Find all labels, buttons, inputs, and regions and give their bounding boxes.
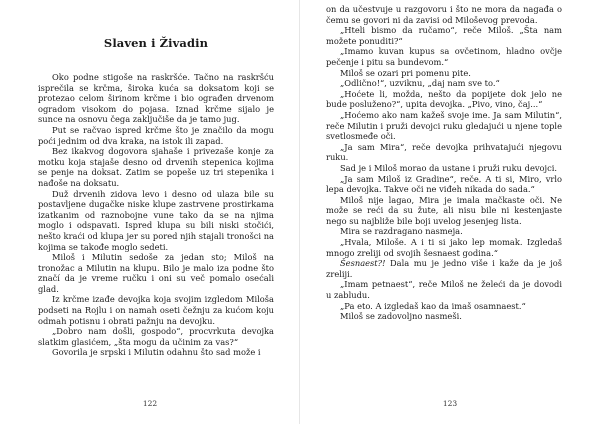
paragraph: „Hoćete li, možda, nešto da popijete dok jelo ne bude posluženo?“, upita devojka. „Pivo, vino, čaj...“ [326,88,562,110]
paragraph: „Odlično!“, uzviknu, „daj nam sve to.“ [340,78,500,89]
paragraph: „Hvala, Miloše. A i ti si jako lep momak. Izgledaš mnogo zreliji od svojih šesnaest godina.“ [326,237,562,258]
right-page [300,0,600,424]
paragraph: „Dobro nam došli, gospodo“, procvrkuta devojka slatkim glasićem, „šta mogu da učinim za vas?“ [38,326,274,347]
paragraph: Govorila je srpski i Milutin odahnu što sad može i [52,347,261,358]
page-number: 123 [442,399,458,408]
paragraph: Duž drvenih zidova levo i desno od ulaza bile su postavljene dugačke niske klupe zastrvene prostirkama izatkanim od raznobojne vune tako da se na njima moglo i odspavati. Ispred klupa su bili niski stočići, nešto kraći od klupa jer su pored njih stajali tronošci na kojima se takođe moglo sedeti. [38,188,274,252]
paragraph: Mira se razdragano nasmeja. [340,226,463,237]
paragraph: Miloš se zadovoljno nasmeši. [340,311,462,322]
paragraph-text: Dala mu je jedno više i kaže da je još zreliji. [326,258,562,279]
paragraph: „Hteli bismo da ručamo“, reče Miloš. „Šta nam možete ponuditi?“ [326,25,562,46]
paragraph: „Ja sam Mira“, reče devojka prihvatajući njegovu ruku. [326,141,562,163]
paragraph: Put se račvao ispred krčme što je značilo da mogu poći jednim od dva kraka, na istok ili zapad. [38,124,274,146]
paragraph: Miloš se ozari pri pomenu pite. [340,67,471,78]
paragraph: Miloš nije lagao, Mira je imala mačkaste oči. Ne može se reći da su žute, ali nisu bile ni kestenjaste nego su najbliže bile boji uvelog jesenjeg lista. [326,194,562,226]
chapter-title: Slaven i Živadin [103,36,209,50]
paragraph: Oko podne stigoše na raskršće. Tačno na raskršću isprečila se krčma, široka kuća sa doksatom koji se protezao celom širinom krčme i bio ograđen drvenom ogradom visokom do pojasa. Iznad krčme sijalo je sunce na osnovu čega zaključiše da je tamo jug. [38,72,274,125]
paragraph: Iz krčme izađe devojka koja svojim izgledom Miloša podseti na Rojlu i on namah oseti čežnju za kućom koju odmah potisnu i obrati pažnju na devojku. [38,294,274,326]
paragraph [326,258,562,279]
paragraph: Sad je i Miloš morao da ustane i pruži ruku devojci. [340,162,558,173]
emphasis-text: Šesnaest?! [340,258,386,269]
paragraph: Miloš i Milutin sedoše za jedan sto; Miloš na tronožac a Milutin na klupu. Bilo je malo iza podne što značí da je vreme ručku i oni su več pomalo osećali glad. [38,252,274,294]
paragraph: „Ja sam Miloš iz Gradine“, reče. A ti si, Miro, vrlo lepa devojka. Takve oči ne viđeh nikada do sada.“ [326,173,562,195]
paragraph: Bez ikakvog dogovora sjahaše i privezaše konje za motku koja stajaše desno od drvenih stepenica kojima se penje na doksat. Zatim se popeše uz tri stepenika i nađoše na doksatu. [38,146,274,188]
page-number: 122 [142,399,158,408]
paragraph: „Pa eto. A izgledaš kao da imaš osamnaest.“ [340,300,526,311]
paragraph: „Imam petnaest“, reče Miloš ne želeći da je dovodi u zabludu. [326,279,562,301]
paragraph: „Imamo kuvan kupus sa ovčetinom, hladno ovčje pečenje i pitu sa bundevom.“ [326,46,562,67]
paragraph: „Hoćemo ako nam kažeš svoje ime. Ja sam Milutin“, reče Milutin i pruži devojci ruku gledajući u njene tople svetlosmeđe oči. [326,109,562,142]
paragraph: on da učestvuje u razgovoru i što ne mora da nagađa o čemu se govori ni da zavisi od Miloševog prevoda. [326,4,562,25]
